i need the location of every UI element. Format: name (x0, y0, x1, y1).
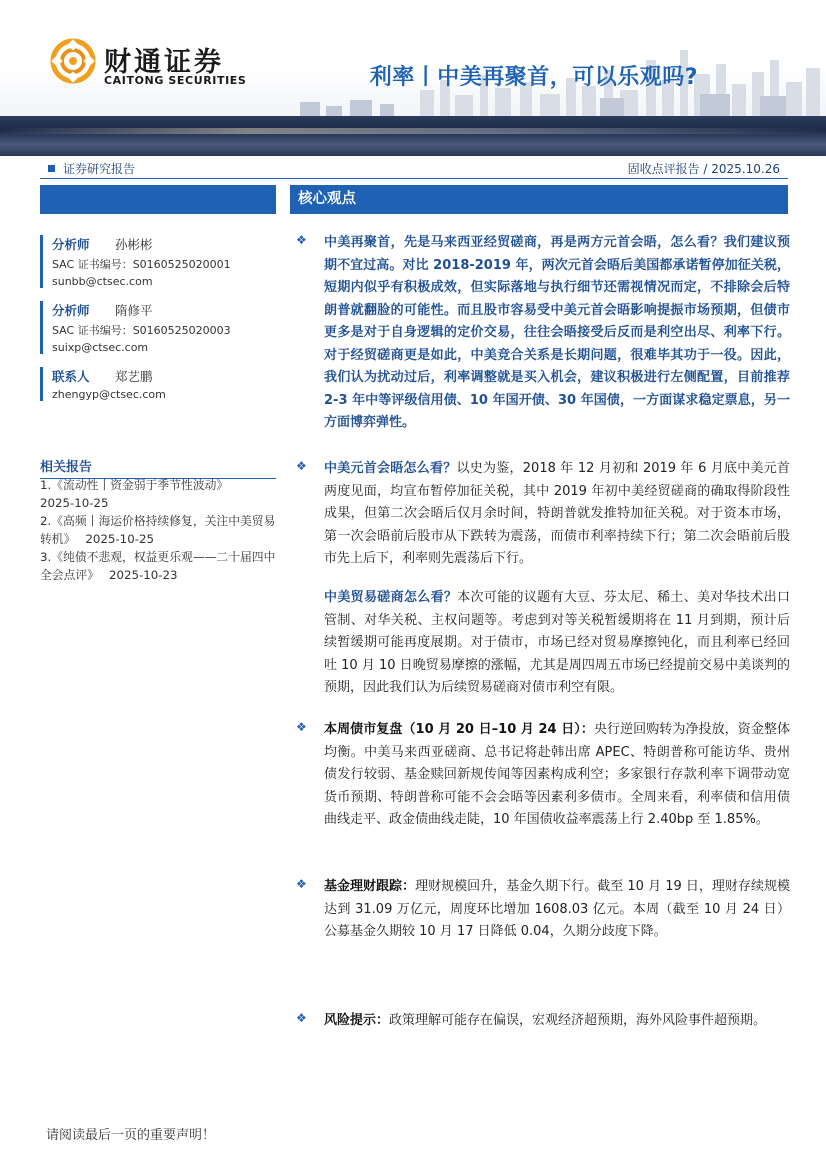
core-point-fund-tracking (296, 876, 790, 944)
brand-name-en: CAITONG SECURITIES (104, 74, 247, 87)
related-report-title[interactable]: 1.《流动性丨资金弱于季节性波动》 (40, 478, 229, 492)
weekly-lead: 本周债市复盘（10 月 20 日–10 月 24 日）： (324, 722, 594, 737)
related-report-title[interactable]: 3.《纯债不悲观，权益更乐观——二十届四中全会点评》 (40, 550, 276, 582)
square-marker-icon (48, 165, 55, 172)
analyst-name: 隋修平 (115, 303, 153, 318)
related-report-date: 2025-10-25 (85, 532, 154, 546)
harbor-band (0, 116, 826, 156)
related-reports-heading: 相关报告 (40, 456, 276, 479)
disclaimer-note: 请阅读最后一页的重要声明！ (46, 1128, 216, 1143)
core-point-risk (296, 1010, 790, 1033)
trade-lead: 中美贸易磋商怎么看？ (324, 590, 458, 605)
diamond-bullet-icon: ❖ (296, 720, 307, 734)
fund-text: 理财规模回升，基金久期下行。截至 10 月 19 日，理财存续规模达到 31.09 万亿元，周度环比增加 1608.03 亿元。本周（截至 10 月 24 日）公募基金久期较 10 月 17 日降低 0.04，久期分歧度下降。 (324, 879, 790, 939)
contact-name: 郑艺鹏 (115, 369, 153, 384)
related-report-date: 2025-10-25 (40, 496, 109, 510)
caitong-logo-icon (50, 38, 96, 84)
summit-paragraph (324, 458, 790, 571)
weekly-paragraph (324, 719, 790, 832)
contact-email[interactable]: zhengyp@ctsec.com (52, 388, 166, 401)
water-shine (0, 128, 826, 134)
weekly-text: 央行逆回购转为净投放，资金整体均衡。中美马来西亚磋商、总书记将赴韩出席 APEC、特朗普称可能访华、贵州债发行较弱、基金赎回新规传闻等因素构成利空；多家银行存款利率下调带动宽货币预期、特朗普称可能不会会晤等因素利多债市。全周来看，利率债和信用债曲线走平、政金债曲线走陡，10 年国债收益率震荡上行 2.40bp 至 1.85%。 (324, 722, 790, 827)
contact-card (40, 367, 276, 401)
core-point-summit (296, 458, 790, 571)
core-point-weekly-review (296, 719, 790, 832)
summit-text: 以史为鉴，2018 年 12 月初和 2019 年 6 月底中美元首两度见面，均宣布暂停加征关税，其中 2019 年初中美经贸磋商的确取得阶段性成果，但第二次会晤后仅月余时间，特朗普就发推特加征关税。对于资本市场，第一次会晤前后股市从下跌转为震荡，而债市利率持续下行；第二次会晤前后股市先上后下，利率则先震荡后下行。 (324, 461, 790, 566)
analyst-name: 孙彬彬 (115, 237, 153, 252)
contact-role: 联系人 (52, 369, 90, 384)
doc-type-label: 证券研究报告 (63, 162, 136, 176)
summit-lead: 中美元首会晤怎么看？ (324, 461, 457, 476)
report-title: 利率丨中美再聚首，可以乐观吗? (369, 65, 698, 90)
risk-lead: 风险提示： (324, 1013, 390, 1028)
diamond-bullet-icon: ❖ (296, 877, 307, 891)
diamond-bullet-icon: ❖ (296, 1011, 307, 1025)
analyst-cert: SAC 证书编号：S0160525020003 (52, 324, 231, 337)
related-report-item[interactable] (40, 476, 276, 512)
fund-lead: 基金理财跟踪： (324, 879, 416, 894)
risk-paragraph (324, 1010, 790, 1033)
core-views-heading: 核心观点 (290, 185, 788, 214)
analyst-card (40, 301, 276, 354)
doc-type (48, 160, 135, 177)
diamond-bullet-icon: ❖ (296, 459, 307, 473)
related-report-item[interactable] (40, 548, 276, 584)
analyst-role: 分析师 (52, 303, 90, 318)
report-header (0, 0, 826, 156)
meta-divider (40, 178, 788, 179)
brand-name-cn: 财通证券 (104, 47, 224, 78)
related-report-item[interactable] (40, 512, 276, 548)
core-point-trade-talks (296, 587, 790, 700)
related-report-title[interactable]: 2.《高频丨海运价格持续修复，关注中美贸易转机》 (40, 514, 276, 546)
fund-paragraph (324, 876, 790, 944)
trade-text: 本次可能的议题有大豆、芬太尼、稀土、美对华技术出口管制、对华关税、主权问题等。考虑到对等关税暂缓期将在 11 月到期，预计后续暂缓期可能再度展期。对于债市，市场已经对贸易摩擦钝化，而且利率已经回吐 10 月 10 日晚贸易摩擦的涨幅，尤其是周四周五市场已经提前交易中美谈判的预期，因此我们认为后续贸易磋商对债市利空有限。 (324, 590, 790, 695)
analyst-role: 分析师 (52, 237, 90, 252)
diamond-bullet-icon: ❖ (296, 233, 307, 247)
sidebar-header-bar (40, 185, 276, 214)
summary-text: 中美再聚首，先是马来西亚经贸磋商，再是两方元首会晤，怎么看？我们建议预期不宜过高。对比 2018-2019 年，两次元首会晤后美国都承诺暂停加征关税，短期内似乎有积极成效，但实际落地与执行细节还需视情况而定，不排除会后特朗普就翻脸的可能性。而且股市容易受中美元首会晤影响提振市场预期，但债市更多是对于自身逻辑的定价交易，往往会晤接受后反而是利空出尽、利率下行。对于经贸磋商更是如此，中美竞合关系是长期问题，很难毕其功于一役。因此，我们认为扰动过后，利率调整就是买入机会，建议积极进行左侧配置，目前推荐 2-3 年中等评级信用债、10 年国开债、30 年国债，一方面谋求稳定票息，另一方面博弈弹性。 (324, 235, 790, 430)
analyst-email[interactable]: sunbb@ctsec.com (52, 275, 153, 288)
related-report-date: 2025-10-23 (109, 568, 178, 582)
analyst-card (40, 235, 276, 288)
company-logo (50, 38, 250, 94)
related-reports-list (40, 476, 276, 584)
category-date: 固收点评报告 / 2025.10.26 (627, 162, 780, 176)
trade-paragraph (324, 587, 790, 700)
analyst-email[interactable]: suixp@ctsec.com (52, 341, 149, 354)
risk-text: 政策理解可能存在偏误，宏观经济超预期，海外风险事件超预期。 (389, 1013, 767, 1028)
core-point-summary (296, 232, 790, 435)
analyst-cert: SAC 证书编号：S0160525020001 (52, 258, 231, 271)
